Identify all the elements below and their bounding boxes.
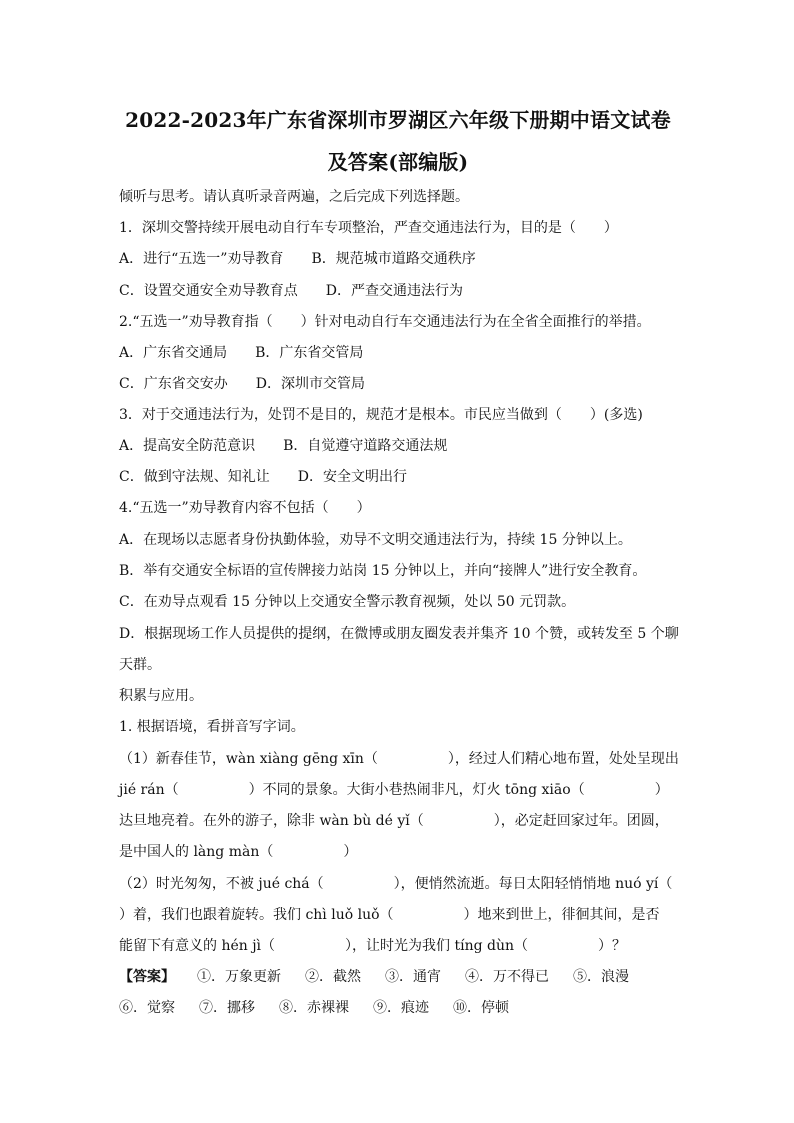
question-2-options-ab — [119, 342, 363, 362]
answer-item: ③．通宵 — [385, 969, 441, 985]
answer-item: ⑥．觉察 — [119, 1000, 175, 1016]
answer-item: ④．万不得已 — [465, 969, 549, 985]
document-title-line2: 及答案(部编版) — [327, 150, 469, 174]
paragraph-2-line2: ）着，我们也跟着旋转。我们 chì luǒ luǒ（ ）地来到世上，徘徊其间，是否 — [119, 907, 660, 923]
question-3-stem: 3．对于交通违法行为，处罚不是目的，规范才是根本。市民应当做到（ ）(多选) — [119, 407, 643, 423]
answer-item: ⑨．痕迹 — [373, 1000, 429, 1016]
paragraph-2-line1: （2）时光匆匆，不被 jué chá（ ），便悄然流逝。每日太阳轻悄悄地 nuó yí（ — [119, 876, 673, 892]
paragraph-1-line3: 达旦地亮着。在外的游子，除非 wàn bù dé yǐ（ ），必定赶回家过年。团圆， — [119, 813, 669, 829]
answer-item: ⑧．赤裸裸 — [279, 1000, 349, 1016]
paragraph-1-line2: jié rán（ ）不同的景象。大街小巷热闹非凡，灯火 tōng xiāo（ ） — [119, 782, 669, 798]
option-d: D．安全文明出行 — [297, 469, 407, 485]
document-title-line1: 2022-2023年广东省深圳市罗湖区六年级下册期中语文试卷 — [125, 108, 671, 132]
question-2-options-cd — [119, 373, 365, 393]
option-d: D．严查交通违法行为 — [325, 283, 463, 299]
question-4-option-d-line1: D．根据现场工作人员提供的提纲，在微博或朋友圈发表并集齐 10 个赞，或转发至 5 个聊 — [119, 626, 679, 642]
accumulation-question-1-stem: 1. 根据语境，看拼音写字词。 — [119, 719, 305, 735]
question-3-options-cd — [119, 466, 407, 486]
question-1-options-cd — [119, 280, 463, 300]
option-b: B．自觉遵守道路交通法规 — [283, 438, 448, 454]
answer-item: ②．截然 — [305, 969, 361, 985]
answer-item: ①．万象更新 — [197, 969, 281, 985]
question-1-stem: 1．深圳交警持续开展电动自行车专项整治，严查交通违法行为，目的是（ ） — [119, 220, 618, 236]
question-4-option-a: A．在现场以志愿者身份执勤体验，劝导不文明交通违法行为，持续 15 分钟以上。 — [119, 532, 632, 548]
answer-item: ⑤．浪漫 — [573, 969, 629, 985]
option-c: C．设置交通安全劝导教育点 — [119, 283, 298, 299]
answer-row-2 — [119, 997, 509, 1017]
paragraph-1-line4: 是中国人的 làng màn（ ） — [119, 844, 358, 860]
question-4-option-d-line2: 天群。 — [119, 657, 161, 673]
option-b: B．规范城市道路交通秩序 — [311, 251, 476, 267]
answer-item: ⑦．挪移 — [199, 1000, 255, 1016]
option-a: A．进行“五选一”劝导教育 — [119, 251, 284, 267]
option-b: B．广东省交管局 — [255, 345, 364, 361]
option-c: C．做到守法规、知礼让 — [119, 469, 270, 485]
answer-item: ⑩．停顿 — [453, 1000, 509, 1016]
option-d: D．深圳市交管局 — [255, 376, 365, 392]
question-4-stem: 4.“五选一”劝导教育内容不包括（ ） — [119, 500, 371, 516]
section-heading-accumulation: 积累与应用。 — [119, 688, 203, 704]
option-a: A．提高安全防范意识 — [119, 438, 256, 454]
paragraph-1-line1: （1）新春佳节，wàn xiàng gēng xīn（ ），经过人们精心地布置，处处呈现出 — [119, 751, 679, 767]
section-heading-listening: 倾听与思考。请认真听录音两遍，之后完成下列选择题。 — [119, 189, 469, 205]
question-3-options-ab — [119, 435, 447, 455]
question-4-option-b: B．举有交通安全标语的宣传牌接力站岗 15 分钟以上，并向“接牌人”进行安全教育。 — [119, 563, 647, 579]
paragraph-2-line3: 能留下有意义的 hén jì（ ），让时光为我们 tíng dùn（ ）？ — [119, 938, 627, 954]
question-2-stem: 2.“五选一”劝导教育指（ ）针对电动自行车交通违法行为在全省全面推行的举措。 — [119, 314, 651, 330]
answer-label: 【答案】 — [119, 969, 175, 985]
question-1-options-ab — [119, 248, 476, 268]
option-a: A．广东省交通局 — [119, 345, 228, 361]
option-c: C．广东省交安办 — [119, 376, 228, 392]
answer-row-1 — [119, 966, 629, 986]
question-4-option-c: C．在劝导点观看 15 分钟以上交通安全警示教育视频，处以 50 元罚款。 — [119, 594, 576, 610]
